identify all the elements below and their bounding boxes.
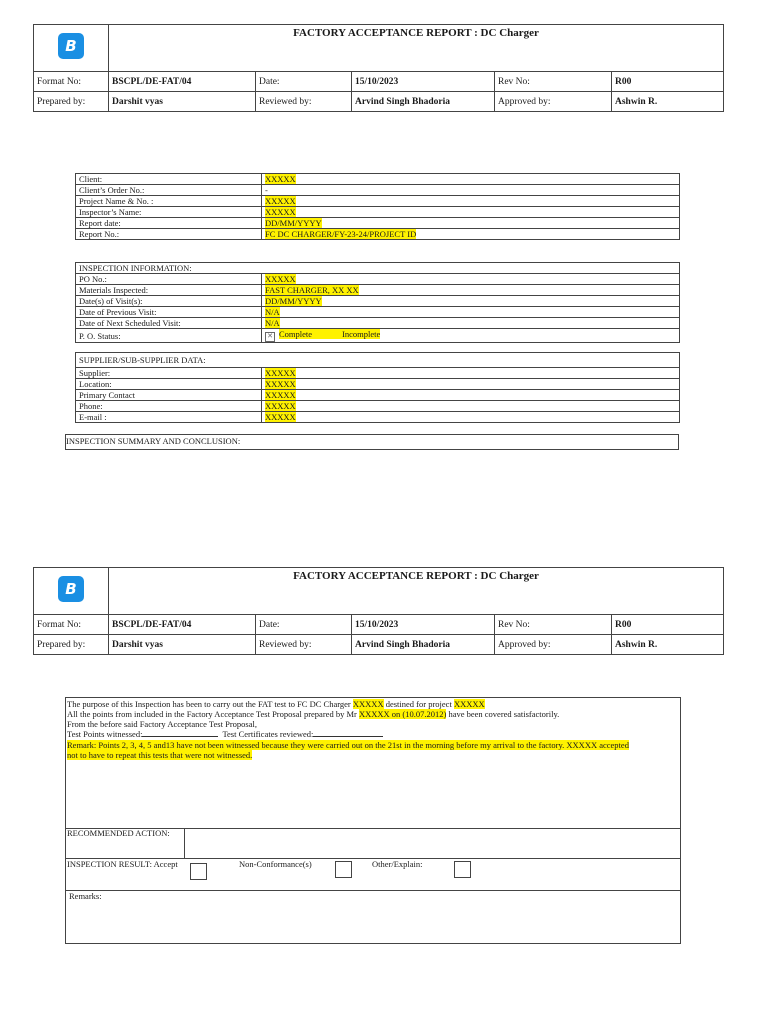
row-value: FC DC CHARGER/FY-23-24/PROJECT ID [265,229,417,239]
approved-value: Ashwin R. [612,92,724,112]
rev-label: Rev No: [495,72,612,92]
row-label: Location: [76,379,262,390]
row-label: Phone: [76,401,262,412]
remark-line: Remark: Points 2, 3, 4, 5 and13 have not been witnessed because they were carried out on the 21st in the morning before my arrival to the factory. XXXXX accepted [67,740,629,750]
company-logo-icon: B [58,33,84,59]
row-label: Client’s Order No.: [76,185,262,196]
nonconformance-label: Non-Conformance(s) [239,859,312,869]
row-label: Date(s) of Visit(s): [76,296,262,307]
table-row [76,196,680,207]
row-value: XXXXX [265,368,296,378]
report-title: FACTORY ACCEPTANCE REPORT : DC Charger [109,25,724,72]
reviewed-value: Arvind Singh Bhadoria [352,635,495,655]
row-label: Report No.: [76,229,262,240]
approved-value: Ashwin R. [612,635,724,655]
po-incomplete-label: Incomplete [342,329,381,339]
row-label: Inspector’s Name: [76,207,262,218]
row-value: XXXXX [265,401,296,411]
row-value: DD/MM/YYYY [265,218,322,228]
accept-checkbox[interactable] [190,863,207,880]
table-row [76,390,680,401]
po-complete-label: Complete [279,329,313,339]
row-label: Primary Contact [76,390,262,401]
proposal-line: From the before said Factory Acceptance Test Proposal, [67,719,257,729]
rev-value: R00 [612,72,724,92]
format-value: BSCPL/DE-FAT/04 [109,615,256,635]
approved-label: Approved by: [495,92,612,112]
logo-cell [34,568,109,615]
row-label: Project Name & No. : [76,196,262,207]
divider [184,828,185,858]
row-value: N/A [265,307,280,317]
supplier-heading: SUPPLIER/SUB-SUPPLIER DATA: [76,353,680,368]
inspection-info-table [75,262,680,343]
table-row [76,368,680,379]
row-value: - [265,185,268,195]
row-value: XXXXX [265,412,296,422]
reviewed-label: Reviewed by: [256,635,352,655]
table-row [76,185,680,196]
row-value: XXXXX [265,274,296,284]
row-label: Materials Inspected: [76,285,262,296]
row-value: XXXXX [265,390,296,400]
table-row [76,296,680,307]
date-label: Date: [256,615,352,635]
row-value: XXXXX [265,196,296,206]
table-row [76,379,680,390]
table-row [76,401,680,412]
date-value: 15/10/2023 [352,72,495,92]
inspection-details-box [65,697,681,944]
inspection-info-heading: INSPECTION INFORMATION: [76,263,680,274]
report-header-2 [33,567,724,655]
table-row [76,285,680,296]
remarks-label: Remarks: [69,891,102,901]
row-value: DD/MM/YYYY [265,296,322,306]
row-label: Date of Previous Visit: [76,307,262,318]
po-status-label: P. O. Status: [76,329,262,343]
points-line: All the points from included in the Factory Acceptance Test Proposal prepared by Mr XXXXX on (10.07.2012) have been covered satisfactorily. [67,709,560,719]
table-row [76,174,680,185]
format-value: BSCPL/DE-FAT/04 [109,72,256,92]
row-value: XXXXX [265,174,296,184]
po-status-text [279,329,380,339]
table-row [76,329,680,343]
table-row [76,318,680,329]
date-label: Date: [256,72,352,92]
purpose-line: The purpose of this Inspection has been to carry out the FAT test to FC DC Charger XXXXX destined for project XXXXX [67,699,485,709]
report-header-1 [33,24,724,112]
remark-line-2: not to have to repeat this tests that were not witnessed. [67,750,253,760]
table-row [76,229,680,240]
client-info-table [75,173,680,240]
row-label: E-mail : [76,412,262,423]
other-explain-label: Other/Explain: [372,859,423,869]
row-value: XXXXX [265,207,296,217]
prepared-label: Prepared by: [34,92,109,112]
po-complete-checkbox[interactable]: ✕ [265,332,275,342]
table-row [76,412,680,423]
table-row [76,307,680,318]
row-label: Client: [76,174,262,185]
table-row [76,218,680,229]
inspection-summary-box [65,434,679,450]
logo-cell [34,25,109,72]
rev-label: Rev No: [495,615,612,635]
table-row [76,207,680,218]
report-title: FACTORY ACCEPTANCE REPORT : DC Charger [109,568,724,615]
prepared-label: Prepared by: [34,635,109,655]
row-label: Supplier: [76,368,262,379]
table-row [76,274,680,285]
company-logo-icon: B [58,576,84,602]
row-value: FAST CHARGER, XX XX [265,285,359,295]
row-label: Date of Next Scheduled Visit: [76,318,262,329]
prepared-value: Darshit vyas [109,635,256,655]
approved-label: Approved by: [495,635,612,655]
inspection-result-label: INSPECTION RESULT: Accept [67,859,178,869]
row-label: PO No.: [76,274,262,285]
inspection-summary-label: INSPECTION SUMMARY AND CONCLUSION: [66,436,241,446]
reviewed-label: Reviewed by: [256,92,352,112]
recommended-action-label: RECOMMENDED ACTION: [67,828,170,838]
rev-value: R00 [612,615,724,635]
row-value: N/A [265,318,280,328]
format-label: Format No: [34,615,109,635]
divider [66,890,680,891]
reviewed-value: Arvind Singh Bhadoria [352,92,495,112]
witnessed-line: Test Points witnessed: Test Certificates reviewed: [67,729,383,739]
format-label: Format No: [34,72,109,92]
row-value: XXXXX [265,379,296,389]
supplier-data-table [75,352,680,423]
nonconformance-checkbox[interactable] [335,861,352,878]
row-label: Report date: [76,218,262,229]
date-value: 15/10/2023 [352,615,495,635]
prepared-value: Darshit vyas [109,92,256,112]
other-checkbox[interactable] [454,861,471,878]
